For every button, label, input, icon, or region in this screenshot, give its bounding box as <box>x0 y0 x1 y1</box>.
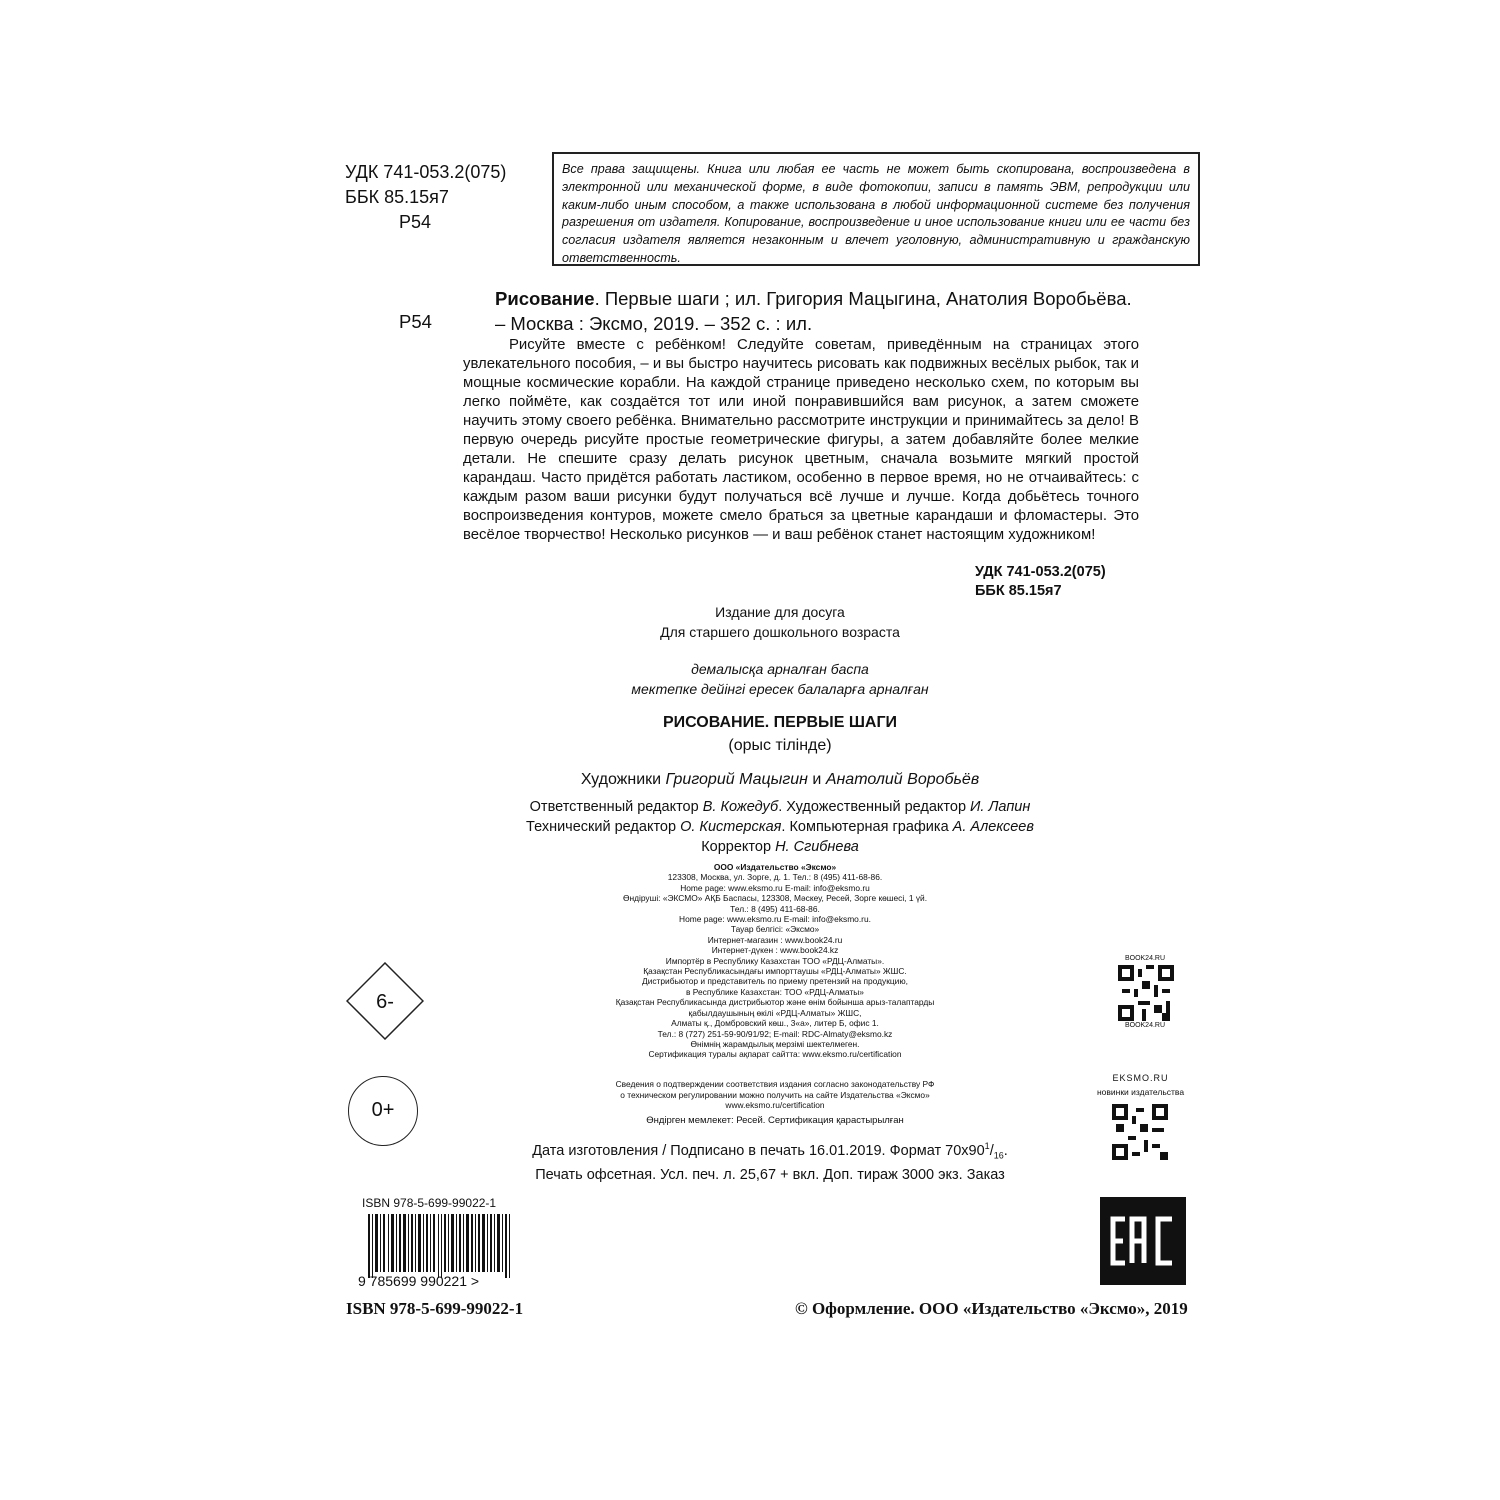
certification-info <box>560 1079 990 1111</box>
publisher-line: Тел.: 8 (727) 251-59-90/91/92; E-mail: RDC-Almaty@eksmo.kz <box>657 1028 893 1039</box>
copyright-line: © Оформление. ООО «Издательство «Эксмо», 2019 <box>795 1299 1188 1318</box>
publisher-line: 123308, Москва, ул. Зорге, д. 1. Тел.: 8 (495) 411-68-86. <box>667 872 883 883</box>
isbn-barcode-label: ISBN 978-5-699-99022-1 <box>362 1196 497 1210</box>
editors-line-1 <box>400 797 1160 817</box>
art-editor-label: . Художественный редактор <box>778 799 971 815</box>
artists-label: Художники <box>580 771 666 788</box>
author-mark: Р54 <box>399 212 432 232</box>
publisher-line: Интернет-дүкен : www.book24.kz <box>711 945 839 956</box>
bibliography-rest: . Первые шаги ; ил. Григория Мацыгина, Анатолия Воробьёва. – Москва : Эксмо, 2019. – 352 с. : ил. <box>495 288 1132 334</box>
isbn-barcode-digits: 9 785699 990221 > <box>358 1273 480 1289</box>
publisher-info <box>560 862 990 1060</box>
cert-line: о техническом регулировании можно получить на сайте Издательства «Эксмо» <box>620 1089 930 1100</box>
isbn-barcode <box>358 1198 538 1290</box>
classification-codes <box>345 160 506 235</box>
age-rating-0: 0+ <box>371 1099 395 1121</box>
cert-line: www.eksmo.ru/certification <box>725 1100 825 1111</box>
age-rating-diamond <box>346 962 424 1040</box>
publisher-line: Home page: www.eksmo.ru E-mail: info@eksmo.ru <box>680 882 870 893</box>
edition-kaz-2: мектепке дейінгі ересек балаларға арналған <box>631 681 929 697</box>
publisher-line: Алматы қ., Домбровский көш., 3«а», литер Б, офис 1. <box>671 1018 879 1029</box>
bibliographic-record <box>495 286 1135 336</box>
age-rating-circle <box>348 1076 418 1146</box>
book-title: РИСОВАНИЕ. ПЕРВЫЕ ШАГИ <box>662 714 898 731</box>
graphics-name: А. Алексеев <box>952 819 1034 835</box>
cert-line: Сведения о подтверждении соответствия издания согласно законодательству РФ <box>615 1079 935 1089</box>
publisher-line: қабылдаушының өкілі «РДЦ-Алматы» ЖШС, <box>688 1007 862 1018</box>
annotation-codes <box>975 563 1106 601</box>
udk-code: УДК 741-053.2(075) <box>345 162 507 182</box>
publisher-line: Тел.: 8 (495) 411-68-86. <box>730 903 820 914</box>
tech-editor-name: О. Кистерская <box>680 819 782 835</box>
publisher-line: Home page: www.eksmo.ru E-mail: info@eksmo.ru. <box>679 914 871 925</box>
annotation-udk: УДК 741-053.2(075) <box>975 564 1106 580</box>
editors-block <box>400 797 1160 857</box>
publisher-line: Тауар белгісі: «Эксмо» <box>730 924 820 935</box>
print-data <box>490 1137 1050 1185</box>
artist-name-1: Григорий Мацыгин <box>665 771 808 788</box>
print-line-end: . <box>1003 1142 1008 1159</box>
annotation-bbk: ББК 85.15я7 <box>975 583 1062 599</box>
edition-type <box>400 602 1160 642</box>
print-date-format: Дата изготовления / Подписано в печать 16.01.2019. Формат 70х90 <box>532 1142 985 1159</box>
country-of-origin: Өндірген мемлекет: Ресей. Сертификация қарастырылған <box>646 1115 904 1126</box>
bbk-code: ББК 85.15я7 <box>345 187 449 207</box>
publisher-line: Өндіруші: «ЭКСМО» АҚБ Баспасы, 123308, Мәскеу, Ресей, Зорге көшесі, 1 үй. <box>622 893 928 904</box>
book24-label-top: BOOK24.RU <box>1124 955 1166 962</box>
publisher-line: в Республике Казахстан: ТОО «РДЦ-Алматы» <box>686 986 864 997</box>
publisher-line: ООО «Издательство «Эксмо» <box>713 862 837 872</box>
eksmo-new-label: новинки издательства <box>1096 1087 1185 1097</box>
edition-type-kazakh <box>400 659 1160 699</box>
publisher-line: Интернет-магазин : www.book24.ru <box>707 934 843 945</box>
print-data-line-2: Печать офсетная. Усл. печ. л. 25,67 + вкл. Доп. тираж 3000 экз. Заказ <box>535 1166 1005 1183</box>
resp-editor-name: В. Кожедуб <box>702 799 779 815</box>
editors-line-2 <box>400 817 1160 837</box>
editors-line-3 <box>400 837 1160 857</box>
eksmo-site-label: EKSMO.RU <box>1112 1073 1169 1083</box>
edition-kaz-1: демалысқа арналған баспа <box>691 661 869 677</box>
publisher-line: Импортёр в Республику Казахстан ТОО «РДЦ-Алматы». <box>665 955 885 966</box>
book24-label-bottom: BOOK24.RU <box>1124 1022 1166 1029</box>
edition-line-1: Издание для досуга <box>715 604 845 620</box>
bibliography-mark: Р54 <box>399 311 432 332</box>
corrector-label: Корректор <box>701 839 776 855</box>
format-fraction-den: 16 <box>993 1150 1004 1161</box>
artists-and: и <box>807 771 826 788</box>
annotation: Рисуйте вместе с ребёнком! Следуйте советам, приведённым на страницах этого увлекательного пособия, – и вы быстро научитесь рисовать как подвижных весёлых рыбок, так и мощные космические корабли. На каждой странице приведено несколько схем, по которым вы легко поймёте, как создаётся тот или иной понравившийся вам рисунок, а затем сможете научить этому своего ребёнка. Внимательно рассмотрите инструкции и принимайтесь за дело! В первую очередь рисуйте простые геометрические фигуры, а затем добавляйте более мелкие детали. Не спешите сразу делать рисунок цветным, сначала возьмите мягкий простой карандаш. Часто придётся работать ластиком, особенно в первое время, но не отчаивайтесь: с каждым разом ваши рисунки будут получаться всё лучше и лучше. Когда добьётесь точного воспроизведения контуров, можете смело браться за цветные карандаши и фломастеры. Это весёлое творчество! Несколько рисунков — и ваш ребёнок станет настоящим художником! <box>463 337 1139 543</box>
book24-qr-icon[interactable] <box>1118 965 1174 1021</box>
edition-line-2: Для старшего дошкольного возраста <box>660 624 900 640</box>
resp-editor-label: Ответственный редактор <box>529 799 703 815</box>
eksmo-qr-icon[interactable] <box>1112 1104 1168 1160</box>
publisher-line: Қазақстан Республикасында дистрибьютор және өнім бойынша арыз-талаптарды <box>615 997 935 1008</box>
bibliography-title: Рисование <box>495 288 595 309</box>
format-fraction-num: 1 <box>984 1141 990 1151</box>
publisher-line: Қазақстан Республикасындағы импорттаушы «РДЦ-Алматы» ЖШС. <box>643 966 907 977</box>
graphics-label: . Компьютерная графика <box>781 819 953 835</box>
isbn-number: ISBN 978-5-699-99022-1 <box>346 1299 524 1318</box>
corrector-name: Н. Сгибнева <box>775 839 859 855</box>
tech-editor-label: Технический редактор <box>526 819 681 835</box>
art-editor-name: И. Лапин <box>970 799 1031 815</box>
artists-line <box>400 771 1160 789</box>
artist-name-2: Анатолий Воробьёв <box>825 771 980 788</box>
eac-mark-text: EAC <box>1100 1197 1103 1198</box>
publisher-line: Сертификация туралы ақпарат сайтта: www.eksmo.ru/certification <box>648 1049 902 1060</box>
age-rating-6: 6- <box>376 991 394 1013</box>
print-data-line-1: Дата изготовления / Подписано в печать 16.01.2019. Формат $70х90^1/_{16}$. <box>532 1141 1008 1161</box>
rights-notice: Все права защищены. Книга или любая ее часть не может быть скопирована, воспроизведена в электронной или механической форме, в виде фотокопии, записи в память ЭВМ, репродукции или каким-либо иным способом, а также использована в любой информационной системе без получения разрешения от издателя. Копирование, воспроизведение и иное использование книги или ее части без согласия издателя является незаконным и влечет уголовную, административную и гражданскую ответственность. <box>552 152 1200 266</box>
eac-mark-icon <box>1100 1197 1186 1285</box>
book-language: (орыс тілінде) <box>728 737 832 754</box>
publisher-line: Өнімнің жарамдылық мерзімі шектелмеген. <box>690 1038 860 1049</box>
publisher-line: Дистрибьютор и представитель по приему претензий на продукцию, <box>642 976 908 987</box>
